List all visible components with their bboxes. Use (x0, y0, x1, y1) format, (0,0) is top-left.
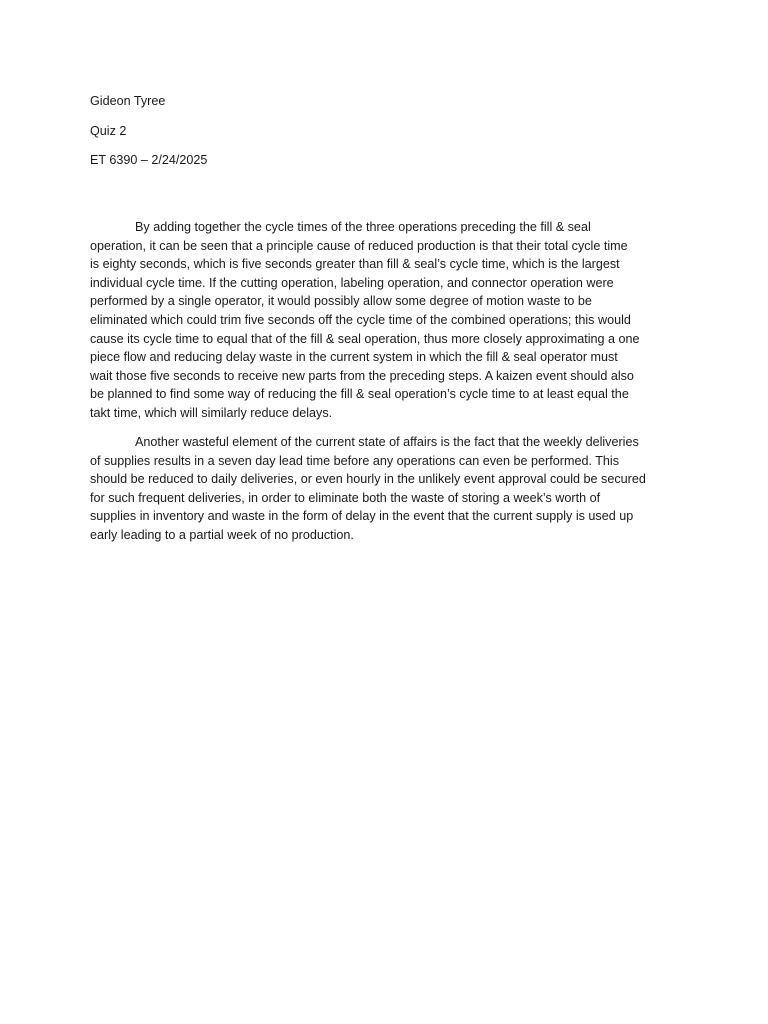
blank-line (90, 181, 680, 218)
paragraph-line: supplies in inventory and waste in the form of delay in the event that the current supply is used up (90, 509, 634, 524)
paragraph-line: operation, it can be seen that a principle cause of reduced production is that their total cycle time (90, 238, 628, 253)
document-body (90, 92, 680, 555)
assignment-title: Quiz 2 (90, 123, 127, 138)
paragraph-line: By adding together the cycle times of the three operations preceding the fill & seal (135, 220, 591, 235)
paragraph-line: eliminated which could trim five seconds off the cycle time of the combined operations; this would (90, 313, 631, 328)
paragraph-line: early leading to a partial week of no production. (90, 528, 354, 543)
paragraph-line: is eighty seconds, which is five seconds greater than fill & seal’s cycle time, which is the largest (90, 257, 620, 272)
paragraph-line: individual cycle time. If the cutting operation, labeling operation, and connector operation were (90, 275, 614, 290)
paragraph-line: Another wasteful element of the current state of affairs is the fact that the weekly deliveries (135, 435, 639, 450)
paragraph-line: for such frequent deliveries, in order to eliminate both the waste of storing a week’s worth of (90, 490, 601, 505)
paragraph-line: performed by a single operator, it would possibly allow some degree of motion waste to be (90, 294, 592, 309)
paragraph-line: cause its cycle time to equal that of the fill & seal operation, thus more closely approximating a one (90, 331, 640, 346)
paragraph-line: be planned to find some way of reducing the fill & seal operation’s cycle time to at least equal the (90, 387, 629, 402)
paragraph-1 (90, 218, 680, 423)
paragraph-line: takt time, which will similarly reduce delays. (90, 406, 333, 420)
paragraph-line: should be reduced to daily deliveries, or even hourly in the unlikely event approval could be secured (90, 472, 646, 487)
author-name: Gideon Tyree (90, 94, 166, 108)
paragraph-2 (90, 433, 680, 545)
paragraph-line: of supplies results in a seven day lead time before any operations can even be performed. This (90, 453, 620, 468)
paragraph-line: piece flow and reducing delay waste in the current system in which the fill & seal operator must (90, 350, 618, 365)
paragraph-line: wait those five seconds to receive new parts from the preceding steps. A kaizen event should also (90, 368, 634, 383)
course-date: ET 6390 – 2/24/2025 (90, 153, 208, 168)
